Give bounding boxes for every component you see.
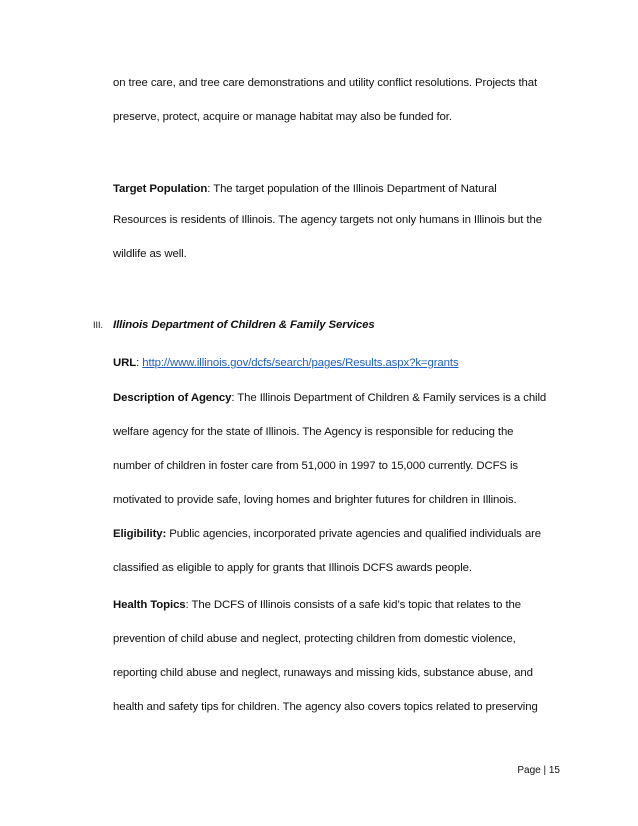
section-numeral: III. <box>93 320 104 330</box>
paragraph-line: on tree care, and tree care demonstrations and utility conflict resolutions. Projects that <box>113 77 538 89</box>
paragraph-line: number of children in foster care from 51,000 in 1997 to 15,000 currently. DCFS is <box>113 460 519 472</box>
section-title: Illinois Department of Children & Family Services <box>113 319 375 331</box>
description-line <box>113 391 546 405</box>
paragraph-text: : The Illinois Department of Children & Family services is a child <box>231 392 547 404</box>
health-topics-line <box>113 598 521 612</box>
grants-url-link[interactable]: http://www.illinois.gov/dcfs/search/pages/Results.aspx?k=grants <box>142 357 459 369</box>
paragraph-text: : The DCFS of Illinois consists of a safe kid’s topic that relates to the <box>185 599 521 611</box>
paragraph-line: health and safety tips for children. The agency also covers topics related to preserving <box>113 701 538 713</box>
url-label: URL <box>113 357 137 369</box>
url-line <box>113 356 459 370</box>
health-topics-label: Health Topics <box>113 599 186 611</box>
eligibility-line <box>113 527 541 541</box>
paragraph-line: prevention of child abuse and neglect, protecting children from domestic violence, <box>113 633 516 645</box>
eligibility-label: Eligibility: <box>113 528 167 540</box>
description-label: Description of Agency <box>113 392 232 404</box>
paragraph-text: : The target population of the Illinois Department of Natural <box>207 183 497 195</box>
target-population-line <box>113 182 497 196</box>
page-number: Page | 15 <box>517 765 560 776</box>
url-colon: : <box>136 357 143 369</box>
paragraph-text: Public agencies, incorporated private agencies and qualified individuals are <box>166 528 541 540</box>
paragraph-line: motivated to provide safe, loving homes and brighter futures for children in Illinois. <box>113 494 517 506</box>
paragraph-line: preserve, protect, acquire or manage habitat may also be funded for. <box>113 111 452 123</box>
paragraph-line: welfare agency for the state of Illinois. The Agency is responsible for reducing the <box>113 426 514 438</box>
paragraph-line: reporting child abuse and neglect, runaways and missing kids, substance abuse, and <box>113 667 533 679</box>
target-population-label: Target Population <box>113 183 208 195</box>
paragraph-line: classified as eligible to apply for grants that Illinois DCFS awards people. <box>113 562 472 574</box>
paragraph-line: wildlife as well. <box>113 248 187 260</box>
paragraph-line: Resources is residents of Illinois. The agency targets not only humans in Illinois but the <box>113 214 542 226</box>
